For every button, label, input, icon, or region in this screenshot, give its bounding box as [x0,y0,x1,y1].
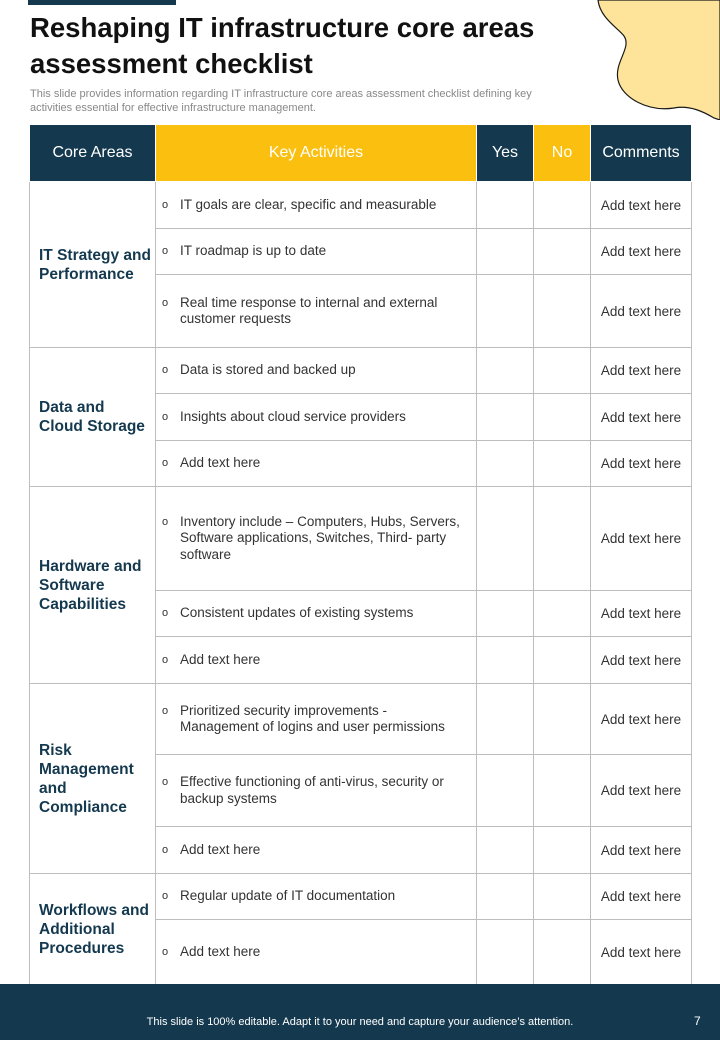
comment-cell[interactable]: Add text here [591,684,692,755]
key-activity-cell [156,827,477,874]
header-key-activities: Key Activities [156,125,477,182]
decorative-blob-shape [590,0,720,120]
key-activity-text: Real time response to internal and external customer requests [180,294,438,326]
comment-cell[interactable]: Add text here [591,637,692,684]
no-checkbox-cell[interactable] [534,487,591,591]
yes-checkbox-cell[interactable] [477,348,534,394]
no-checkbox-cell[interactable] [534,874,591,920]
no-checkbox-cell[interactable] [534,591,591,637]
page-title: Reshaping IT infrastructure core areas assessment checklist [30,12,535,79]
comment-cell[interactable]: Add text here [591,827,692,874]
key-activity-text: Consistent updates of existing systems [180,605,414,620]
key-activity-cell [156,920,477,985]
key-activity-cell [156,182,477,229]
table-row [30,487,692,591]
header-yes: Yes [477,125,534,182]
bullet-icon: o [162,890,169,902]
yes-checkbox-cell[interactable] [477,394,534,441]
bullet-icon: o [162,653,169,666]
bullet-icon: o [162,296,169,309]
yes-checkbox-cell[interactable] [477,827,534,874]
key-activity-cell [156,348,477,394]
key-activity-text: Effective functioning of anti-virus, security or backup systems [180,774,444,806]
no-checkbox-cell[interactable] [534,182,591,229]
key-activity-text: Inventory include – Computers, Hubs, Servers, Software applications, Switches, Third- party software [180,513,460,562]
page-subtitle: This slide provides information regarding IT infrastructure core areas assessment checklist defining key activities essential for effective infrastructure management. [30,88,532,114]
comment-cell[interactable]: Add text here [591,348,692,394]
bullet-icon: o [162,704,169,717]
yes-checkbox-cell[interactable] [477,684,534,755]
no-checkbox-cell[interactable] [534,348,591,394]
comment-cell[interactable]: Add text here [591,229,692,275]
no-checkbox-cell[interactable] [534,637,591,684]
key-activity-cell [156,487,477,591]
key-activity-text: Add text here [180,455,261,470]
page-number: 7 [694,1014,701,1028]
yes-checkbox-cell[interactable] [477,487,534,591]
key-activity-cell [156,755,477,827]
core-area-label: Hardware and Software Capabilities [30,487,156,684]
comment-cell[interactable]: Add text here [591,755,692,827]
comment-cell[interactable]: Add text here [591,394,692,441]
yes-checkbox-cell[interactable] [477,275,534,348]
comment-cell[interactable]: Add text here [591,591,692,637]
key-activity-cell [156,684,477,755]
key-activity-text: Insights about cloud service providers [180,408,406,424]
key-activity-cell [156,275,477,348]
bullet-icon: o [162,515,169,528]
key-activity-cell [156,591,477,637]
core-area-label: Risk Management and Compliance [30,684,156,874]
footer-text: This slide is 100% editable. Adapt it to your need and capture your audience’s attention. [146,1016,574,1028]
yes-checkbox-cell[interactable] [477,874,534,920]
key-activity-text: Regular update of IT documentation [180,888,396,903]
bullet-icon: o [162,410,169,423]
key-activity-text: Add text here [180,943,261,959]
comment-cell[interactable]: Add text here [591,920,692,985]
key-activity-text: IT goals are clear, specific and measurable [180,196,437,212]
bullet-icon: o [162,364,169,376]
table-row [30,874,692,920]
yes-checkbox-cell[interactable] [477,591,534,637]
key-activity-cell [156,229,477,275]
comment-cell[interactable]: Add text here [591,441,692,487]
no-checkbox-cell[interactable] [534,684,591,755]
key-activity-text: Prioritized security improvements - Management of logins and user permissions [180,702,445,734]
key-activity-text: Add text here [180,841,261,857]
core-area-label: Workflows and Additional Procedures [30,874,156,985]
yes-checkbox-cell[interactable] [477,229,534,275]
footer-bar [0,984,720,1040]
top-accent-bar [28,0,176,5]
bullet-icon: o [162,843,169,856]
bullet-icon: o [162,245,169,257]
key-activity-cell [156,394,477,441]
comment-cell[interactable]: Add text here [591,874,692,920]
bullet-icon: o [162,198,169,211]
table-row [30,348,692,394]
comment-cell[interactable]: Add text here [591,487,692,591]
key-activity-text: Add text here [180,651,261,667]
header-comments: Comments [591,125,692,182]
yes-checkbox-cell[interactable] [477,920,534,985]
bullet-icon: o [162,776,169,788]
key-activity-cell [156,637,477,684]
bullet-icon: o [162,607,169,619]
table-row [30,182,692,229]
bullet-icon: o [162,457,169,469]
key-activity-text: IT roadmap is up to date [180,243,327,258]
no-checkbox-cell[interactable] [534,441,591,487]
bullet-icon: o [162,945,169,958]
yes-checkbox-cell[interactable] [477,637,534,684]
key-activity-cell [156,874,477,920]
core-area-label: IT Strategy and Performance [30,182,156,348]
yes-checkbox-cell[interactable] [477,755,534,827]
header-core-areas: Core Areas [30,125,156,182]
no-checkbox-cell[interactable] [534,920,591,985]
yes-checkbox-cell[interactable] [477,182,534,229]
table-row [30,684,692,755]
table-header-row [30,125,692,182]
key-activity-text: Data is stored and backed up [180,362,356,377]
comment-cell[interactable]: Add text here [591,275,692,348]
no-checkbox-cell[interactable] [534,755,591,827]
no-checkbox-cell[interactable] [534,394,591,441]
yes-checkbox-cell[interactable] [477,441,534,487]
header-no: No [534,125,591,182]
key-activity-cell [156,441,477,487]
no-checkbox-cell[interactable] [534,229,591,275]
assessment-checklist-table [29,124,692,985]
no-checkbox-cell[interactable] [534,275,591,348]
comment-cell[interactable]: Add text here [591,182,692,229]
no-checkbox-cell[interactable] [534,827,591,874]
core-area-label: Data and Cloud Storage [30,348,156,487]
